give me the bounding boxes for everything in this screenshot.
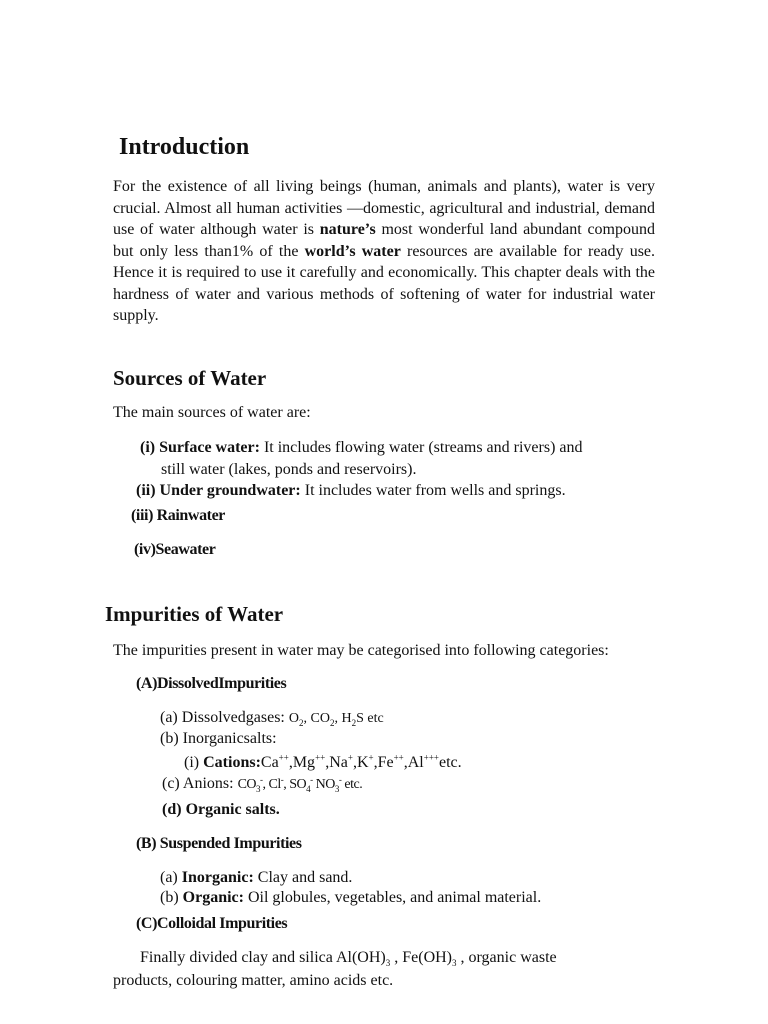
item-text: Clay and sand. (257, 869, 353, 886)
category-number: (B) (136, 835, 157, 852)
category-label: Colloidal Impurities (157, 915, 288, 932)
item-number: (b) (160, 730, 179, 747)
source-item-seawater (134, 541, 215, 559)
item-text: Anions: (182, 775, 234, 792)
source-item-groundwater (136, 482, 566, 500)
category-a-heading (136, 675, 286, 693)
item-number: (b) (160, 889, 179, 906)
item-label: Rainwater (156, 507, 225, 524)
item-label: Organic: (182, 889, 244, 906)
item-number: (a) (160, 709, 178, 726)
item-text: Inorganicsalts: (182, 730, 277, 747)
gas-formula: $O_2$, $CO_2$, $H_2S$ etc (288, 711, 384, 728)
item-text: Dissolvedgases: (181, 709, 285, 726)
intro-paragraph: For the existence of all living beings (human, animals and plants), water is very crucial. Almost all human activities —domestic, agricultural and industrial, demand use of water although water is nature’s most wonderful land abundant compound but only less than1% of the world’s water resources are available for ready use. Hence it is required to use it carefully and economically. This chapter deals with the hardness of water and various methods of softening of water for industrial water supply. (113, 178, 656, 324)
item-number: (iv) (134, 541, 156, 558)
item-number: (a) (160, 869, 178, 886)
category-number: (A) (136, 675, 158, 692)
item-text: Oil globules, vegetables, and animal material. (247, 889, 542, 906)
category-label: Suspended Impurities (159, 835, 302, 852)
inorganic-salts-item (160, 730, 277, 748)
item-number: (i) (140, 439, 156, 456)
colloidal-text-line2: products, colouring matter, amino acids etc. (113, 972, 394, 989)
item-number: (ii) (136, 482, 156, 499)
sources-lead: The main sources of water are: (113, 404, 311, 421)
organic-salts-item (162, 801, 280, 819)
impurities-lead: The impurities present in water may be categorised into following categories: (113, 642, 609, 659)
inorganic-suspended-item (160, 869, 352, 887)
source-item-rainwater (131, 507, 225, 525)
item-label: Under groundwater: (159, 482, 301, 499)
item-label: Cations: (203, 754, 261, 771)
item-number: (iii) (131, 507, 153, 524)
anions-item (162, 775, 362, 793)
impurities-heading: Impurities of Water (105, 602, 284, 626)
cation-list: Ca++,Mg++,Na+,K+,Fe++,Al+++etc. (260, 752, 462, 771)
organic-suspended-item (160, 889, 541, 907)
anion-formula: $CO_3^-$, Cl-, $SO_4^-$ $NO_3^-$ etc. (237, 774, 363, 794)
item-text: It includes water from wells and springs. (304, 482, 566, 499)
sources-heading: Sources of Water (113, 366, 267, 390)
item-label: Organic salts. (185, 801, 280, 818)
item-label: Seawater (155, 541, 216, 558)
item-number: (i) (184, 754, 200, 771)
category-label: DissolvedImpurities (157, 675, 287, 692)
item-label: Surface water: (159, 439, 260, 456)
item-number: (d) (162, 801, 182, 818)
cations-item (184, 754, 462, 772)
item-label: Inorganic: (181, 869, 254, 886)
item-text: It includes flowing water (streams and rivers) and (263, 439, 583, 456)
category-b-heading (136, 835, 302, 853)
intro-heading: Introduction (119, 134, 250, 160)
category-number: (C) (136, 915, 158, 932)
dissolved-gases-item (160, 709, 384, 727)
source-item-surface (140, 439, 583, 457)
item-number: (c) (162, 775, 180, 792)
category-c-heading (136, 915, 287, 933)
source-item-surface-cont: still water (lakes, ponds and reservoirs). (161, 461, 417, 478)
colloidal-text-line1: Finally divided clay and silica $Al(OH)_3$ , $Fe(OH)_3$ , organic waste (140, 949, 557, 969)
